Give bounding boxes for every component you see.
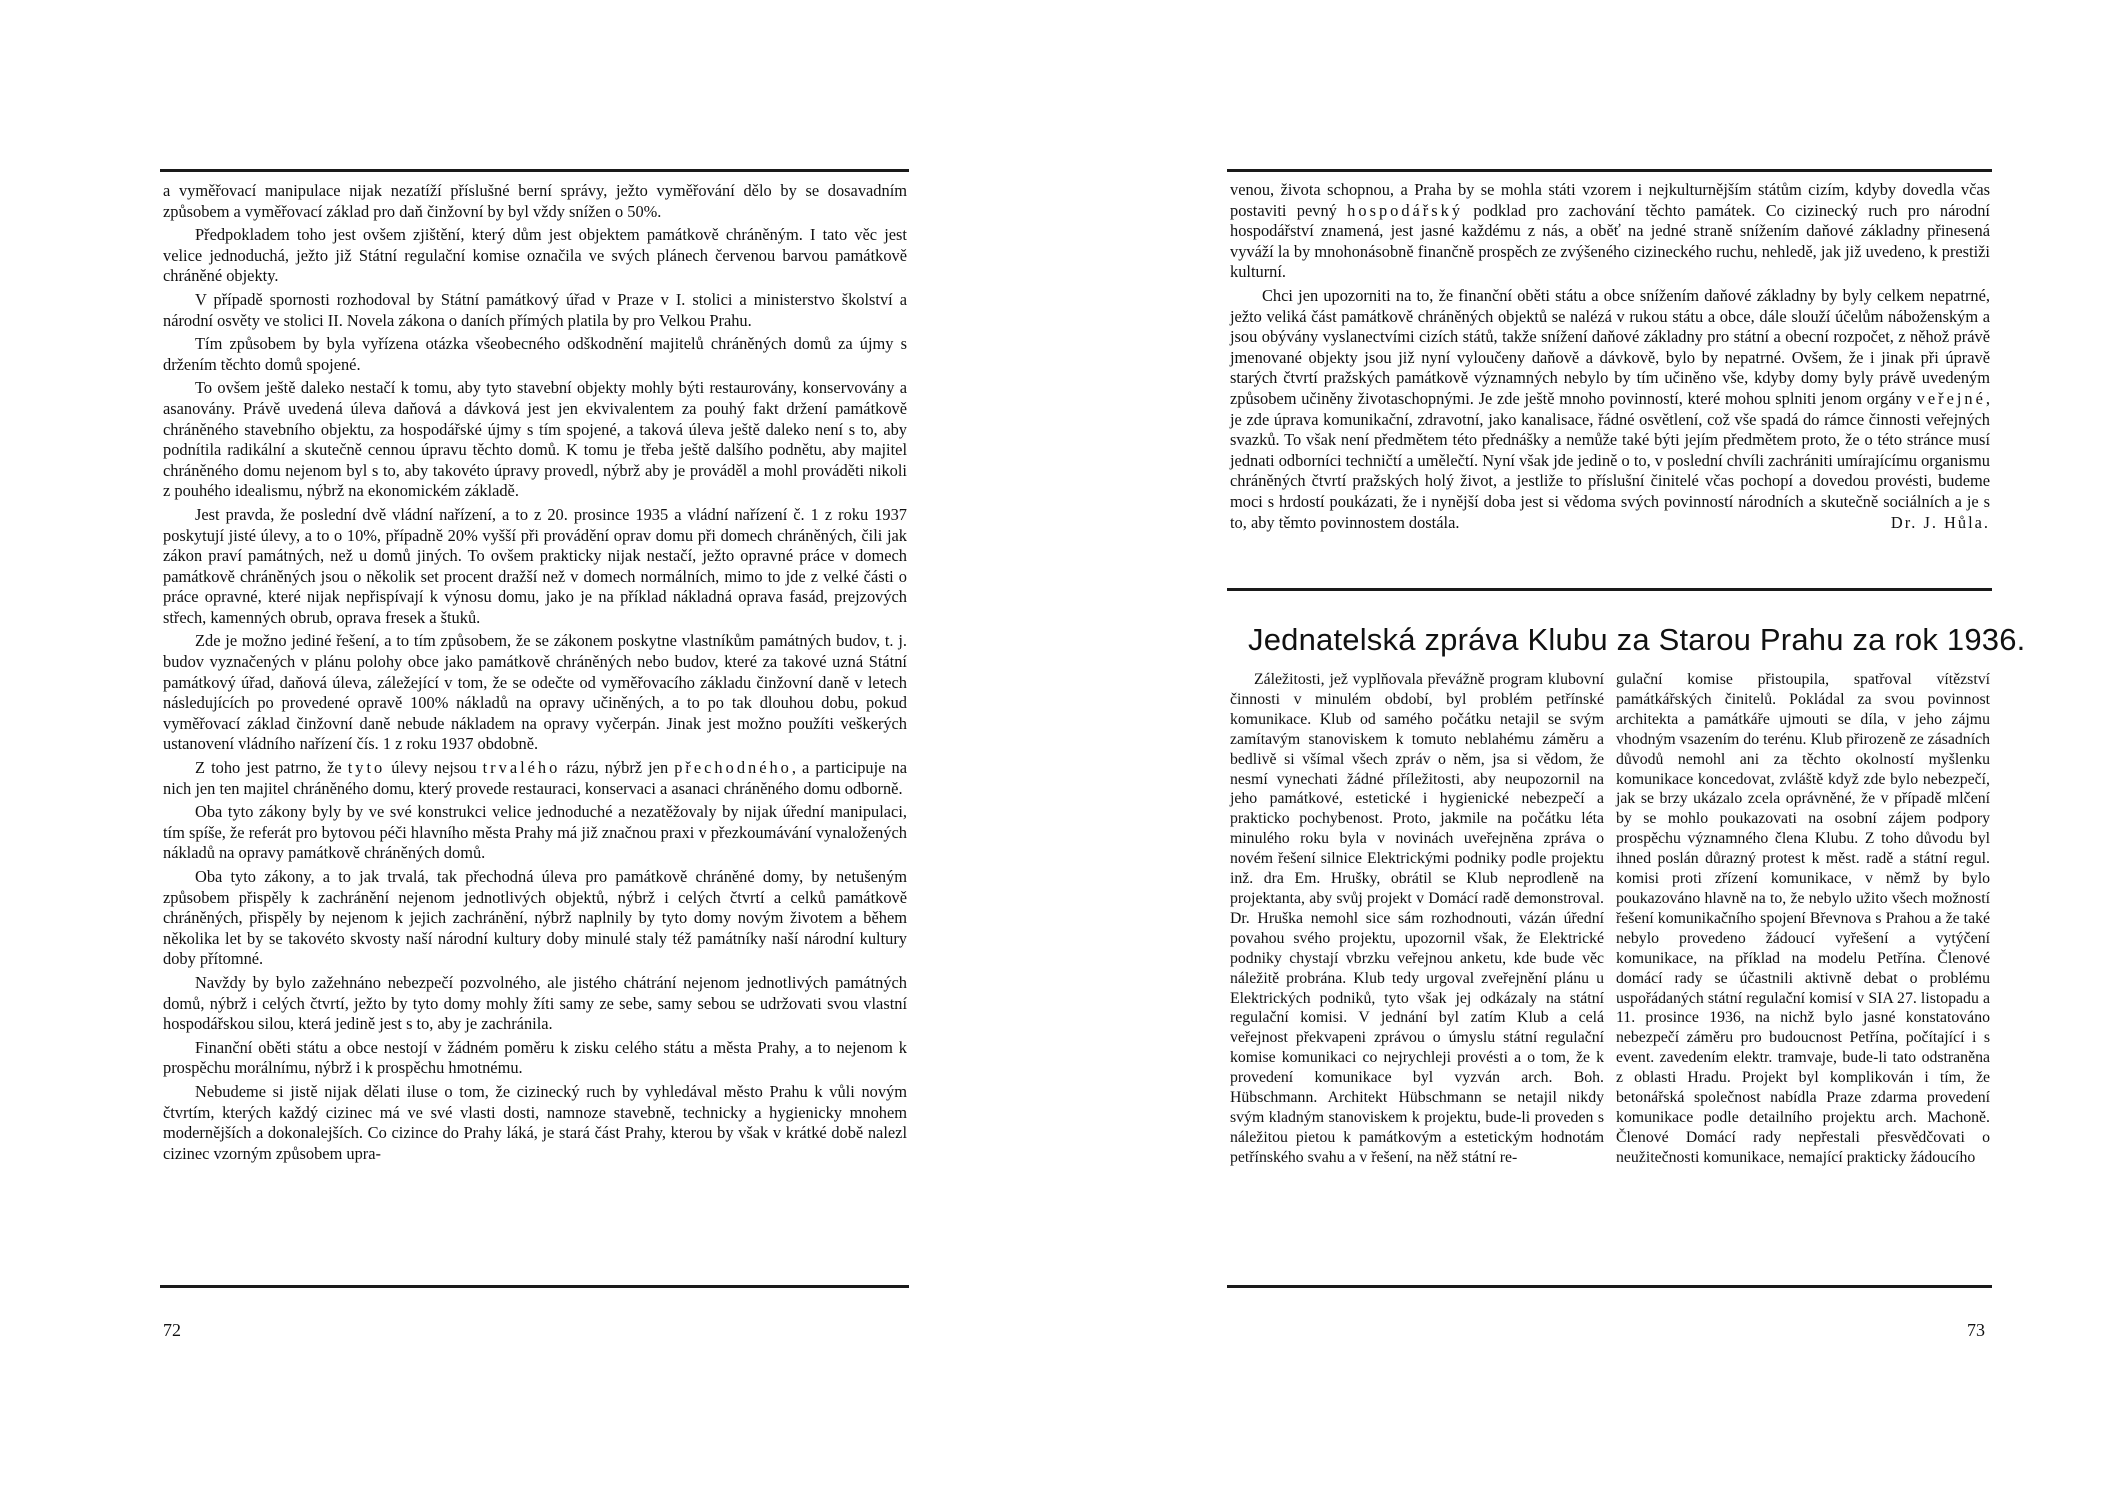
paragraph: Jest pravda, že poslední dvě vládní nařízení, a to z 20. prosince 1935 a vládní nařízení č. 1 z roku 1937 poskytují jisté úlevy, a to o 10%, případně 20% vyšší při provádění oprav domu při domech chráněných, čili jak zákon praví památných, než u domů jiných. To ovšem prakticky nijak nestačí, ježto opravné práce v domech památkově chráněných jsou o několik set procent dražší než v domech normálních, mimo to jde z velké části o práce opravné, které nijak nepřispívají k výnosu domu, jako je na příklad nákladná oprava fasád, prejzových střech, kamenných obrub, oprava fresek a štuků. <box>163 504 907 627</box>
signature: Dr. J. Hůla. <box>1890 512 1990 532</box>
page-number: 72 <box>163 1320 181 1340</box>
paragraph: Finanční oběti státu a obce nestojí v žádném poměru k zisku celého státu a města Prahy, a to nejenom k prospěchu morálnímu, nýbrž i k prospěchu hmotnému. <box>163 1037 907 1078</box>
top-rule <box>1227 169 1992 172</box>
paragraph: a vyměřovací manipulace nijak nezatíží příslušné berní správy, ježto vyměřování dělo by se dosavadním způsobem a vyměřovací základ pro daň činžovní by byl vždy snížen o 50%. <box>163 181 907 221</box>
paragraph: Tím způsobem by byla vyřízena otázka všeobecného odškodnění majitelů chráněných domů za újmy s držením těchto domů spojené. <box>163 334 907 374</box>
paragraph: Nebudeme si jistě nijak dělati iluse o tom, že cizinecký ruch by vyhledával město Prahu k vůli novým čtvrtím, kterých každý cizinec má ve své vlasti dosti, namnoze stavebně, technicky a hygienicky mnohem modernějších a dokonalejších. Co cizince do Prahy láká, je stará část Prahy, kterou by však v krátké době nalezl cizinec vzorným způsobem upra- <box>163 1081 907 1163</box>
text-column-right <box>1616 670 1990 1168</box>
paragraph: Navždy by bylo zažehnáno nebezpečí pozvolného, ale jistého chátrání nejenom jednotlivých památných domů, nýbrž i celých čtvrtí, ježto by tyto domy mohly žíti samy ze sebe, samy sebou se udržovati svou vlastní hospodářskou silou, která jedině jest s to, aby je zachránila. <box>163 972 907 1034</box>
right-page <box>1057 0 2114 1500</box>
paragraph: gulační komise přistoupila, spatřoval vítězství památkářských činitelů. Pokládal za svou povinnost architekta a památkáře ujmouti se díla, v jeho zájmu vhodným vsazením do terénu. Klub přirozeně ze zásadních důvodů nemohl ani za těchto okolností myšlenku komunikace koncedovat, zvláště když zde bylo nebezpečí, jak se brzy ukázalo zcela oprávněné, že v případě mlčení by se mohlo poukazovati na osobní zájem podpory prospěchu významného člena Klubu. Z toho důvodu byl ihned poslán důrazný protest k měst. radě a státní regul. komisi proti zřízení komunikace, v němž by bylo poukazováno hlavně na to, že nebylo užito všech možností řešení komunikačního spojení Břevnova s Prahou a že také nebylo provedeno žádoucí vyřešení a vytýčení komunikace, na příklad na modelu Petřína. Členové domácí rady se účastnili aktivně debat o problému uspořádaných státní regulační komisí v SIA 27. listopadu a 11. prosince 1936, na nichž bylo jasné konstatováno nebezpečí záměru pro budoucnost Petřína, počítající i s event. zavedením elektr. tramvaje, bude-li tato odstraněna z oblasti Hradu. Projekt byl komplikován i tím, že betonářská společnost nabídla Praze zdarma provedení komunikace podle detailního projektu arch. Machoně. Členové Domácí rady nepřestali přesvědčovati o neužitečnosti komunikace, nemající prakticky žádoucího <box>1616 671 1990 1166</box>
paragraph: Zde je možno jediné řešení, a to tím způsobem, že se zákonem poskytne vlastníkům památných budov, t. j. budov vyznačených v plánu polohy obce jako památkově chráněných nebo budov, které za takové uzná Státní památkový úřad, daňová úleva, záležející v tom, že se odečte od vyměřovacího základu činžovní daně v letech následujících po provedené opravě 100% nákladů na opravy učiněných, a to po tak dlouhou dobu, pokud vyměřovací základ činžovní daně nebude nákladem na opravy vyčerpán. Jinak jest možno použíti veškerých ustanovení vládního nařízení čís. 1 z roku 1937 obdobně. <box>163 631 907 754</box>
paragraph: To ovšem ještě daleko nestačí k tomu, aby tyto stavební objekty mohly býti restaurovány, konservovány a asanovány. Právě uvedená úleva daňová a dávková jest jen ekvivalentem za pouhý fakt držení památkově chráněného stavebního objektu, za hospodářské újmy s tím spojené, a taková úleva ještě daleko není s to, aby podnítila radikální a skutečně cennou úpravu těchto domů. K tomu je třeba ještě dalšího podnětu, aby majitel chráněného domu nejenom byl s to, aby takovéto úpravy provedl, nýbrž aby je prováděl a mohl prováděti nikoli z pouhého idealismu, nýbrž na ekonomickém základě. <box>163 378 907 501</box>
paragraph: venou, života schopnou, a Praha by se mohla státi vzorem i nejkulturnějším státům cizím, kdyby dovedla včas postaviti pevný hospodářský podklad pro zachování těchto památek. Co cizinecký ruch pro národní hospodářství znamená, jest jasné každému z nás, a oběť na jedné straně snížením daňové základny přinesená vyváží la by mnohonásobně finančně prospěch ze zvýšeného cizineckého ruchu, nehledě, jak již uvedeno, k prestiži kulturní. <box>1230 180 1990 282</box>
section-rule <box>1227 588 1992 591</box>
paragraph: Záležitosti, jež vyplňovala převážně program klubovní činnosti v minulém období, byl problém petřínské komunikace. Klub od samého počátku netajil se svým zamítavým stanoviskem k tomuto neblahému záměru a bedlivě si všímal všech zpráv o něm, jsa si vědom, že nesmí vynechati žádné příležitosti, aby neupozornil na jeho památkové, estetické i hygienické nebezpečí a prakticko pochybenost. Proto, jakmile na počátku léta minulého roku byla v novinách uveřejněna zpráva o novém řešení silnice Elektrickými podniky podle projektu inž. dra Em. Hrušky, obrátil se Klub neprodleně na projektanta, aby svůj projekt v Domácí radě demonstroval. Dr. Hruška nemohl sice sám rozhodnouti, vázán úřední povahou svého projektu, upozornil však, že Elektrické podniky chystají vbrzku veřejnou anketu, kde bude věc náležitě probrána. Klub tedy urgoval zveřejnění plánu u Elektrických podniků, tyto však jej odkázaly na státní regulační komisi. V jednání byl zatím Klub a celá veřejnost překvapeni zprávou o úmyslu státní regulační komise komunikaci co nejrychleji provésti a o tom, že k provedení komunikace byl vyzván arch. Boh. Hübschmann. Architekt Hübschmann se netajil nikdy svým kladným stanoviskem k projektu, bude-li proveden s náležitou pietou k památkovým a estetickým hodnotám petřínského svahu a v řešení, na něž státní re- <box>1230 671 1604 1166</box>
paragraph: Oba tyto zákony, a to jak trvalá, tak přechodná úleva pro památkově chráněné domy, by netušeným způsobem přispěly k zachránění nejenom jednotlivých objektů, nýbrž i celých čtvrtí a celků památkově chráněných, přispěly by nejenom k jejich zachránění, nýbrž naplnily by tyto domy novým životem a během několika let by se takovéto skvosty naší národní kultury doby minulé staly též památníky naší národní kultury doby přítomné. <box>163 867 907 969</box>
top-rule <box>160 169 909 172</box>
paragraph-spaced: Z toho jest patrno, že tyto úlevy nejsou trvalého rázu, nýbrž jen přechodného, a participuje na nich jen ten majitel chráněného domu, který provede restauraci, konservaci a asanaci chráněného domu odborně. <box>163 758 907 798</box>
right-page-top-text <box>1230 180 1990 536</box>
bottom-rule <box>160 1285 909 1288</box>
paragraph: Chci jen upozorniti na to, že finanční oběti státu a obce snížením daňové základny by byly celkem nepatrné, ježto veliká část památkově chráněných objektů se nalézá v rukou státu a obce, dále slouží účelům náboženským a jsou obývány vyslanectvími cizích států, takže snížení daňové základny pro státní a obecní rozpočet, z něhož právě jmenované objekty jsou již nyní vyloučeny daňově a dávkově, bylo by nepatrné. Ovšem, že i jinak při úpravě starých čtvrtí pražských památkově významných nebylo by tím učiněno vše, kdyby domy byly právě uvedeným způsobem učiněny životaschopnými. Je zde ještě mnoho povinností, které mohou splniti jenom orgány veřejné, je zde úprava komunikační, zdravotní, jako kanalisace, řádné osvětlení, což vše spadá do rámce činnosti veřejných svazků. To však není předmětem této přednášky a nemůže také býti jejím předmětem proto, že o této stránce musí jednati odborníci techničtí a umělečtí. Nyní však jde jedině o to, v poslední chvíli zachrániti umírajícímu organismu chráněných čtvrtí pražských holý život, a jestliže to příslušní činitelé včas pochopí a dovedou provésti, budeme moci s hrdostí poukázati, že i nynější doba jest si vědoma svých povinností národních a skutečně sociálních a je s to, aby těmto povinnostem dostála. Dr. J. Hůla. <box>1230 285 1990 532</box>
paragraph: V případě spornosti rozhodoval by Státní památkový úřad v Praze v I. stolici a ministerstvo školství a národní osvěty ve stolici II. Novela zákona o daních přímých platila by pro Velkou Prahu. <box>163 289 907 330</box>
text-column-left <box>1230 670 1604 1168</box>
paragraph: Oba tyto zákony byly by ve své konstrukci velice jednoduché a nezatěžovaly by nijak úřední manipulaci, tím spíše, že referát pro bytovou péči hlavního města Prahy má již značnou praxi v přezkoumávání vynaložených nákladů na opravy památkově chráněných domů. <box>163 802 907 863</box>
page-number: 73 <box>1967 1320 1985 1340</box>
section-heading: Jednatelská zpráva Klubu za Starou Prahu za rok 1936. <box>1248 622 2026 657</box>
bottom-rule <box>1227 1285 1992 1288</box>
paragraph: Předpokladem toho jest ovšem zjištění, který dům jest objektem památkově chráněným. I tato věc jest velice jednoduchá, ježto již Státní regulační komise označila ve svých plánech červenou barvou památkově chráněné objekty. <box>163 225 907 286</box>
left-page-body <box>163 181 907 1167</box>
